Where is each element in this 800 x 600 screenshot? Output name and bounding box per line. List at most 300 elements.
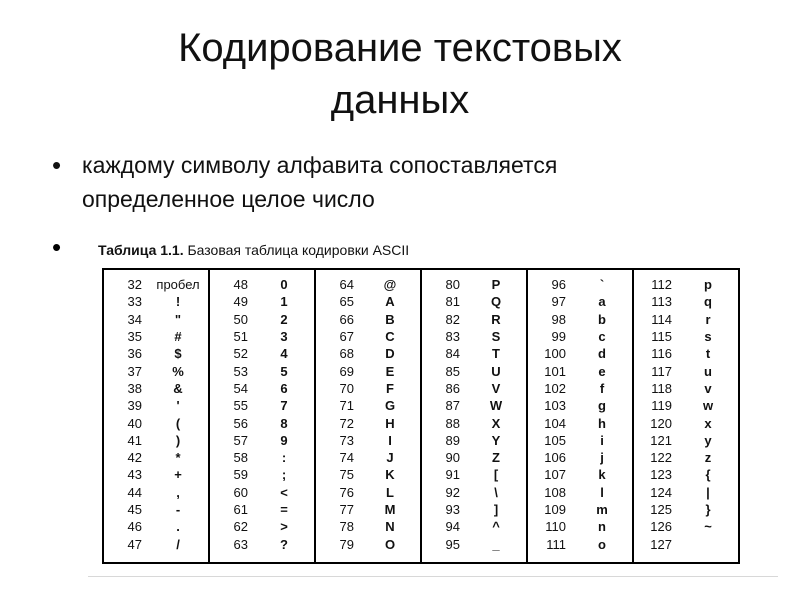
- ascii-char-cell: e: [598, 363, 606, 379]
- ascii-code-cell: 117: [651, 363, 672, 379]
- ascii-code-cell: 68: [339, 346, 354, 362]
- bullet-list: [52, 148, 772, 216]
- ascii-table-column: [528, 270, 634, 562]
- ascii-code-cell: 57: [233, 432, 248, 448]
- ascii-code-cell: 93: [445, 502, 460, 517]
- ascii-code-cell: 52: [233, 346, 248, 362]
- ascii-char-cell: ;: [281, 467, 287, 483]
- slide-title-line-1: Кодирование текстовых: [178, 26, 622, 70]
- ascii-char-cell: 1: [280, 294, 288, 310]
- ascii-code-cell: 118: [651, 380, 672, 396]
- ascii-code-cell: 55: [233, 398, 248, 414]
- ascii-code-cell: 40: [127, 415, 142, 431]
- ascii-code-cell: 80: [445, 277, 460, 293]
- ascii-table-column: [422, 270, 528, 562]
- ascii-char-cell: z: [704, 450, 712, 466]
- ascii-char-cell: k: [598, 467, 606, 483]
- table-row: [316, 293, 420, 310]
- ascii-code-cell: 84: [445, 346, 460, 362]
- ascii-char-cell: M: [384, 502, 396, 517]
- table-row: [104, 311, 208, 328]
- ascii-char-cell: C: [385, 329, 395, 345]
- ascii-code-cell: 65: [339, 294, 354, 310]
- ascii-code-cell: 72: [339, 415, 354, 431]
- ascii-code-cell: 111: [546, 536, 566, 552]
- table-row: [316, 380, 420, 397]
- table-row: [210, 466, 314, 483]
- ascii-code-cell: 96: [551, 277, 566, 293]
- ascii-code-cell: 120: [650, 415, 672, 431]
- ascii-code-cell: 87: [445, 398, 460, 414]
- bullet-text-line-1: каждому символу алфавита сопоставляется: [82, 152, 558, 178]
- table-row: [210, 311, 314, 328]
- ascii-char-cell: ^: [492, 519, 500, 535]
- table-row: [316, 362, 420, 379]
- ascii-char-cell: b: [598, 311, 606, 327]
- ascii-char-cell: {: [705, 467, 711, 483]
- table-row: [210, 518, 314, 535]
- ascii-code-cell: 73: [339, 432, 354, 448]
- ascii-code-cell: 46: [127, 519, 142, 535]
- table-row: [528, 276, 632, 293]
- ascii-char-cell: i: [600, 432, 604, 448]
- table-row: [104, 501, 208, 518]
- table-row: [528, 518, 632, 535]
- ascii-code-cell: 48: [233, 277, 248, 293]
- ascii-code-cell: 74: [339, 450, 354, 466]
- ascii-code-cell: 98: [551, 311, 566, 327]
- ascii-char-cell: 7: [280, 398, 288, 414]
- ascii-code-cell: 125: [650, 502, 672, 517]
- ascii-code-cell: 53: [233, 363, 248, 379]
- table-row: [528, 311, 632, 328]
- bullet-marker-empty: •: [52, 232, 62, 262]
- ascii-char-cell: V: [491, 380, 501, 396]
- table-row: [104, 432, 208, 449]
- ascii-char-cell: W: [489, 398, 503, 414]
- divider: [88, 576, 778, 577]
- ascii-char-cell: f: [599, 380, 605, 396]
- table-row: [634, 449, 738, 466]
- ascii-code-cell: 37: [127, 363, 142, 379]
- table-row: [528, 501, 632, 518]
- ascii-code-cell: 64: [339, 277, 354, 293]
- ascii-code-cell: 33: [127, 294, 142, 310]
- ascii-code-cell: 35: [127, 329, 142, 345]
- table-row: [104, 535, 208, 552]
- ascii-code-cell: 67: [339, 329, 354, 345]
- ascii-code-cell: 62: [233, 519, 248, 535]
- table-row: [528, 362, 632, 379]
- ascii-char-cell: 5: [280, 363, 288, 379]
- ascii-code-cell: 61: [233, 502, 248, 517]
- table-row: [210, 414, 314, 431]
- ascii-code-cell: 94: [445, 519, 460, 535]
- slide-title: [0, 22, 800, 126]
- table-row: [634, 414, 738, 431]
- ascii-code-cell: 66: [339, 311, 354, 327]
- ascii-char-cell: #: [174, 329, 182, 345]
- ascii-char-cell: E: [385, 363, 395, 379]
- ascii-char-cell: h: [598, 415, 606, 431]
- ascii-char-cell: D: [385, 346, 395, 362]
- table-row: [104, 293, 208, 310]
- ascii-char-cell: &: [173, 380, 183, 396]
- table-row: [316, 535, 420, 552]
- ascii-char-cell: пробел: [156, 277, 200, 293]
- table-row: [316, 484, 420, 501]
- ascii-char-cell: ): [175, 432, 181, 448]
- table-row: [528, 380, 632, 397]
- ascii-char-cell: g: [598, 398, 606, 414]
- table-row: [104, 380, 208, 397]
- table-row: [104, 276, 208, 293]
- table-row: [316, 414, 420, 431]
- ascii-code-cell: 54: [233, 380, 248, 396]
- ascii-code-cell: 124: [650, 484, 672, 500]
- ascii-code-cell: 86: [445, 380, 460, 396]
- ascii-code-cell: 112: [651, 277, 672, 293]
- ascii-char-cell: r: [705, 311, 711, 327]
- table-row: [316, 276, 420, 293]
- ascii-code-cell: 90: [445, 450, 460, 466]
- ascii-char-cell: L: [386, 484, 394, 500]
- ascii-code-cell: 81: [445, 294, 460, 310]
- table-row: [210, 484, 314, 501]
- ascii-char-cell: A: [385, 294, 395, 310]
- ascii-code-cell: 39: [127, 398, 142, 414]
- ascii-char-cell: N: [385, 519, 395, 535]
- ascii-char-cell: F: [386, 380, 394, 396]
- ascii-char-cell: 0: [280, 277, 288, 293]
- ascii-code-cell: 58: [233, 450, 248, 466]
- ascii-char-cell: (: [175, 415, 181, 431]
- table-row: [316, 432, 420, 449]
- ascii-char-cell: x: [704, 415, 712, 431]
- table-row: [316, 345, 420, 362]
- ascii-char-cell: ": [174, 311, 182, 327]
- table-row: [316, 466, 420, 483]
- ascii-code-cell: 43: [127, 467, 142, 483]
- ascii-code-cell: 91: [445, 467, 460, 483]
- ascii-char-cell: @: [383, 277, 397, 293]
- ascii-code-cell: 100: [544, 346, 566, 362]
- table-row: [210, 432, 314, 449]
- ascii-char-cell: [: [493, 467, 499, 483]
- table-row: [422, 535, 526, 552]
- ascii-code-cell: 85: [445, 363, 460, 379]
- table-row: [634, 362, 738, 379]
- table-row: [422, 466, 526, 483]
- ascii-code-cell: 88: [445, 415, 460, 431]
- ascii-char-cell: a: [598, 294, 606, 310]
- ascii-char-cell: p: [704, 277, 712, 293]
- table-row: [210, 345, 314, 362]
- table-row: [528, 432, 632, 449]
- ascii-code-cell: 127: [650, 536, 672, 552]
- table-row: [104, 328, 208, 345]
- ascii-char-cell: O: [384, 536, 396, 552]
- ascii-code-cell: 51: [233, 329, 248, 345]
- ascii-code-cell: 60: [233, 484, 248, 500]
- ascii-char-cell: v: [704, 380, 712, 396]
- table-caption-number: Таблица 1.1.: [98, 242, 184, 258]
- table-row: [104, 397, 208, 414]
- ascii-code-cell: 99: [551, 329, 566, 345]
- ascii-code-cell: 38: [127, 380, 142, 396]
- table-row: [528, 328, 632, 345]
- table-row: [210, 276, 314, 293]
- ascii-char-cell: s: [704, 329, 712, 345]
- ascii-char-cell: B: [385, 311, 395, 327]
- table-row: [528, 484, 632, 501]
- slide-title-line-2: данных: [330, 78, 470, 122]
- bullet-marker: •: [52, 150, 62, 180]
- table-row: [634, 345, 738, 362]
- ascii-char-cell: K: [385, 467, 395, 483]
- table-row: [422, 501, 526, 518]
- ascii-code-cell: 44: [127, 484, 142, 500]
- ascii-char-cell: m: [596, 502, 608, 517]
- ascii-code-cell: 103: [544, 398, 566, 414]
- ascii-code-cell: 83: [445, 329, 460, 345]
- table-row: [634, 397, 738, 414]
- ascii-code-cell: 97: [551, 294, 566, 310]
- ascii-char-cell: 2: [280, 311, 288, 327]
- ascii-char-cell: ,: [176, 484, 180, 500]
- ascii-char-cell: :: [281, 450, 287, 466]
- table-row: [210, 293, 314, 310]
- ascii-char-cell: ?: [280, 536, 288, 552]
- table-row: [104, 414, 208, 431]
- bullet-text-line-2: определенное целое число: [82, 186, 375, 212]
- ascii-char-cell: !: [175, 294, 181, 310]
- ascii-char-cell: S: [491, 329, 501, 345]
- table-row: [634, 380, 738, 397]
- ascii-char-cell: 3: [280, 329, 288, 345]
- ascii-char-cell: j: [600, 450, 604, 466]
- ascii-char-cell: `: [599, 277, 605, 293]
- ascii-code-cell: 101: [544, 363, 566, 379]
- ascii-code-cell: 108: [544, 484, 566, 500]
- ascii-char-cell: 8: [280, 415, 288, 431]
- table-caption-text: Базовая таблица кодировки ASCII: [183, 242, 410, 258]
- ascii-char-cell: w: [702, 398, 714, 414]
- ascii-code-cell: 110: [545, 519, 566, 535]
- ascii-char-cell: =: [280, 502, 288, 517]
- table-row: [528, 345, 632, 362]
- ascii-char-cell: <: [280, 484, 288, 500]
- table-row: [634, 328, 738, 345]
- ascii-table-column: [634, 270, 738, 562]
- ascii-char-cell: t: [705, 346, 711, 362]
- ascii-char-cell: I: [388, 432, 392, 448]
- table-row: [422, 311, 526, 328]
- table-row: [634, 293, 738, 310]
- ascii-char-cell: Q: [490, 294, 502, 310]
- ascii-code-cell: 121: [650, 432, 672, 448]
- ascii-code-cell: 126: [650, 519, 672, 535]
- table-row: [210, 501, 314, 518]
- ascii-code-cell: 63: [233, 536, 248, 552]
- table-row: [104, 484, 208, 501]
- table-row: [528, 397, 632, 414]
- ascii-code-cell: 102: [544, 380, 566, 396]
- table-row: [210, 328, 314, 345]
- ascii-code-cell: 109: [544, 502, 566, 517]
- ascii-code-cell: 69: [339, 363, 354, 379]
- ascii-code-cell: 36: [127, 346, 142, 362]
- ascii-code-cell: 41: [127, 432, 142, 448]
- table-row: [634, 535, 738, 552]
- ascii-char-cell: +: [174, 467, 182, 483]
- ascii-code-cell: 106: [544, 450, 566, 466]
- table-row: [422, 432, 526, 449]
- ascii-char-cell: d: [598, 346, 606, 362]
- table-row: [104, 345, 208, 362]
- table-row: [104, 518, 208, 535]
- table-row: [422, 484, 526, 501]
- ascii-char-cell: G: [384, 398, 396, 414]
- ascii-char-cell: _: [492, 536, 500, 552]
- ascii-code-cell: 82: [445, 311, 460, 327]
- table-row: [422, 345, 526, 362]
- table-row: [316, 328, 420, 345]
- table-row: [316, 311, 420, 328]
- ascii-code-cell: 122: [650, 450, 672, 466]
- table-row: [422, 293, 526, 310]
- ascii-char-cell: H: [385, 415, 395, 431]
- table-row: [422, 449, 526, 466]
- ascii-char-cell: X: [491, 415, 501, 431]
- ascii-table-column: [104, 270, 210, 562]
- ascii-char-cell: /: [176, 536, 180, 552]
- table-row: [316, 501, 420, 518]
- ascii-char-cell: R: [491, 311, 501, 327]
- ascii-char-cell: J: [386, 450, 394, 466]
- table-row: [528, 535, 632, 552]
- table-row: [634, 501, 738, 518]
- ascii-code-cell: 92: [445, 484, 460, 500]
- table-row: [210, 380, 314, 397]
- ascii-code-cell: 75: [339, 467, 354, 483]
- table-caption: [98, 242, 409, 258]
- table-row: [316, 449, 420, 466]
- ascii-code-cell: 115: [651, 329, 672, 345]
- table-row: [316, 518, 420, 535]
- table-row: [210, 397, 314, 414]
- table-row: [210, 535, 314, 552]
- ascii-char-cell: }: [705, 502, 711, 517]
- ascii-code-cell: 32: [127, 277, 142, 293]
- ascii-code-cell: 105: [544, 432, 566, 448]
- ascii-code-cell: 50: [233, 311, 248, 327]
- table-row: [422, 380, 526, 397]
- table-row: [528, 414, 632, 431]
- ascii-code-cell: 45: [127, 502, 142, 517]
- ascii-code-cell: 114: [651, 311, 672, 327]
- ascii-char-cell: u: [704, 363, 712, 379]
- table-row: [210, 362, 314, 379]
- ascii-char-cell: T: [492, 346, 500, 362]
- table-row: [316, 397, 420, 414]
- ascii-char-cell: 4: [280, 346, 288, 362]
- ascii-code-cell: 47: [127, 536, 142, 552]
- table-row: [104, 362, 208, 379]
- ascii-char-cell: P: [491, 277, 501, 293]
- ascii-code-cell: 104: [544, 415, 566, 431]
- table-row: [422, 518, 526, 535]
- ascii-char-cell: q: [704, 294, 712, 310]
- ascii-char-cell: U: [491, 363, 501, 379]
- ascii-table: [102, 268, 740, 564]
- ascii-char-cell: %: [172, 363, 184, 379]
- table-row: [634, 432, 738, 449]
- ascii-char-cell: l: [600, 484, 604, 500]
- ascii-code-cell: 95: [445, 536, 460, 552]
- ascii-code-cell: 49: [233, 294, 248, 310]
- ascii-code-cell: 89: [445, 432, 460, 448]
- table-row: [422, 397, 526, 414]
- table-row: [528, 293, 632, 310]
- ascii-char-cell: o: [598, 536, 606, 552]
- table-row: [210, 449, 314, 466]
- table-row: [528, 449, 632, 466]
- table-row: [422, 414, 526, 431]
- ascii-code-cell: 71: [339, 398, 354, 414]
- ascii-char-cell: y: [704, 432, 712, 448]
- ascii-code-cell: 77: [339, 502, 354, 517]
- ascii-char-cell: .: [176, 519, 180, 535]
- ascii-char-cell: *: [175, 450, 181, 466]
- table-row: [422, 276, 526, 293]
- ascii-code-cell: 78: [339, 519, 354, 535]
- table-row: [634, 518, 738, 535]
- table-row: [422, 328, 526, 345]
- ascii-char-cell: Z: [492, 450, 500, 466]
- ascii-code-cell: 56: [233, 415, 248, 431]
- bullet-item: [52, 148, 772, 216]
- ascii-code-cell: 70: [339, 380, 354, 396]
- ascii-char-cell: |: [706, 484, 710, 500]
- ascii-char-cell: c: [598, 329, 606, 345]
- ascii-code-cell: 123: [650, 467, 672, 483]
- table-row: [528, 466, 632, 483]
- ascii-char-cell: Y: [491, 432, 501, 448]
- table-row: [104, 466, 208, 483]
- table-row: [634, 311, 738, 328]
- table-row: [634, 484, 738, 501]
- ascii-code-cell: 116: [651, 346, 672, 362]
- ascii-code-cell: 59: [233, 467, 248, 483]
- ascii-char-cell: ]: [493, 502, 499, 517]
- ascii-char-cell: 6: [280, 380, 288, 396]
- bullet-text: [82, 148, 557, 216]
- ascii-table-column: [316, 270, 422, 562]
- table-row: [104, 449, 208, 466]
- ascii-char-cell: \: [494, 484, 498, 500]
- ascii-char-cell: ~: [704, 519, 712, 535]
- ascii-char-cell: ': [176, 398, 180, 414]
- ascii-char-cell: 9: [280, 432, 288, 448]
- ascii-code-cell: 42: [127, 450, 142, 466]
- ascii-code-cell: 34: [127, 311, 142, 327]
- ascii-table-column: [210, 270, 316, 562]
- ascii-char-cell: >: [280, 519, 288, 535]
- table-row: [634, 276, 738, 293]
- ascii-code-cell: 107: [544, 467, 566, 483]
- table-row: [634, 466, 738, 483]
